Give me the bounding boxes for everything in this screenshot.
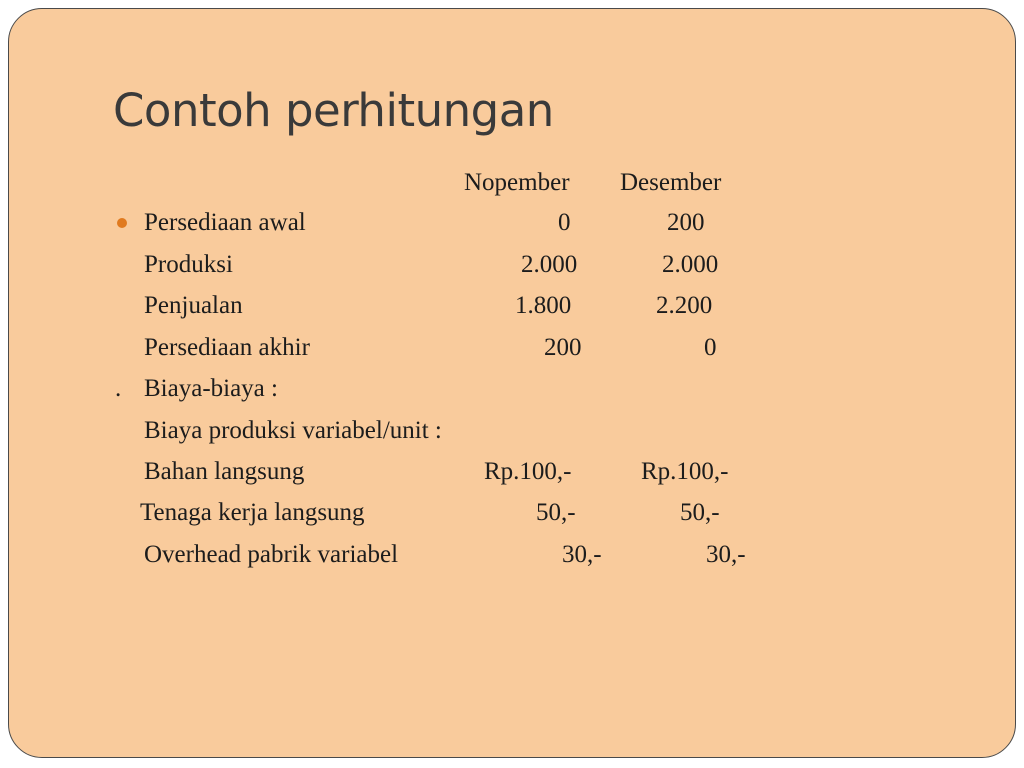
slide-title: Contoh perhitungan (113, 84, 554, 137)
cost-des-tenaga-kerja: 50,- (680, 499, 720, 526)
row-nov-penjualan: 1.800 (515, 292, 572, 319)
cost-nov-bahan-langsung: Rp.100,- (484, 458, 572, 485)
row-nov-persediaan-awal: 0 (558, 209, 571, 236)
row-des-persediaan-akhir: 0 (704, 334, 717, 361)
cost-label-overhead: Overhead pabrik variabel (144, 541, 399, 568)
bullet-dot-icon (117, 218, 127, 228)
row-nov-produksi: 2.000 (521, 251, 578, 278)
row-label-penjualan: Penjualan (144, 292, 243, 319)
cost-label-bahan-langsung: Bahan langsung (144, 458, 305, 485)
row-des-penjualan: 2.200 (656, 292, 713, 319)
row-label-persediaan-awal: Persediaan awal (144, 209, 306, 236)
biaya-marker: . (115, 375, 122, 402)
cost-des-overhead: 30,- (706, 541, 746, 568)
variable-cost-heading: Biaya produksi variabel/unit : (144, 417, 442, 444)
cost-des-bahan-langsung: Rp.100,- (641, 458, 729, 485)
row-des-produksi: 2.000 (662, 251, 719, 278)
header-desember: Desember (620, 169, 722, 196)
row-des-persediaan-awal: 200 (667, 209, 705, 236)
row-nov-persediaan-akhir: 200 (544, 334, 582, 361)
cost-label-tenaga-kerja: Tenaga kerja langsung (140, 499, 365, 526)
row-label-persediaan-akhir: Persediaan akhir (144, 334, 310, 361)
cost-nov-tenaga-kerja: 50,- (536, 499, 576, 526)
header-nopember: Nopember (464, 169, 570, 196)
row-label-produksi: Produksi (144, 251, 233, 278)
cost-nov-overhead: 30,- (562, 541, 602, 568)
biaya-heading: Biaya-biaya : (144, 375, 278, 402)
